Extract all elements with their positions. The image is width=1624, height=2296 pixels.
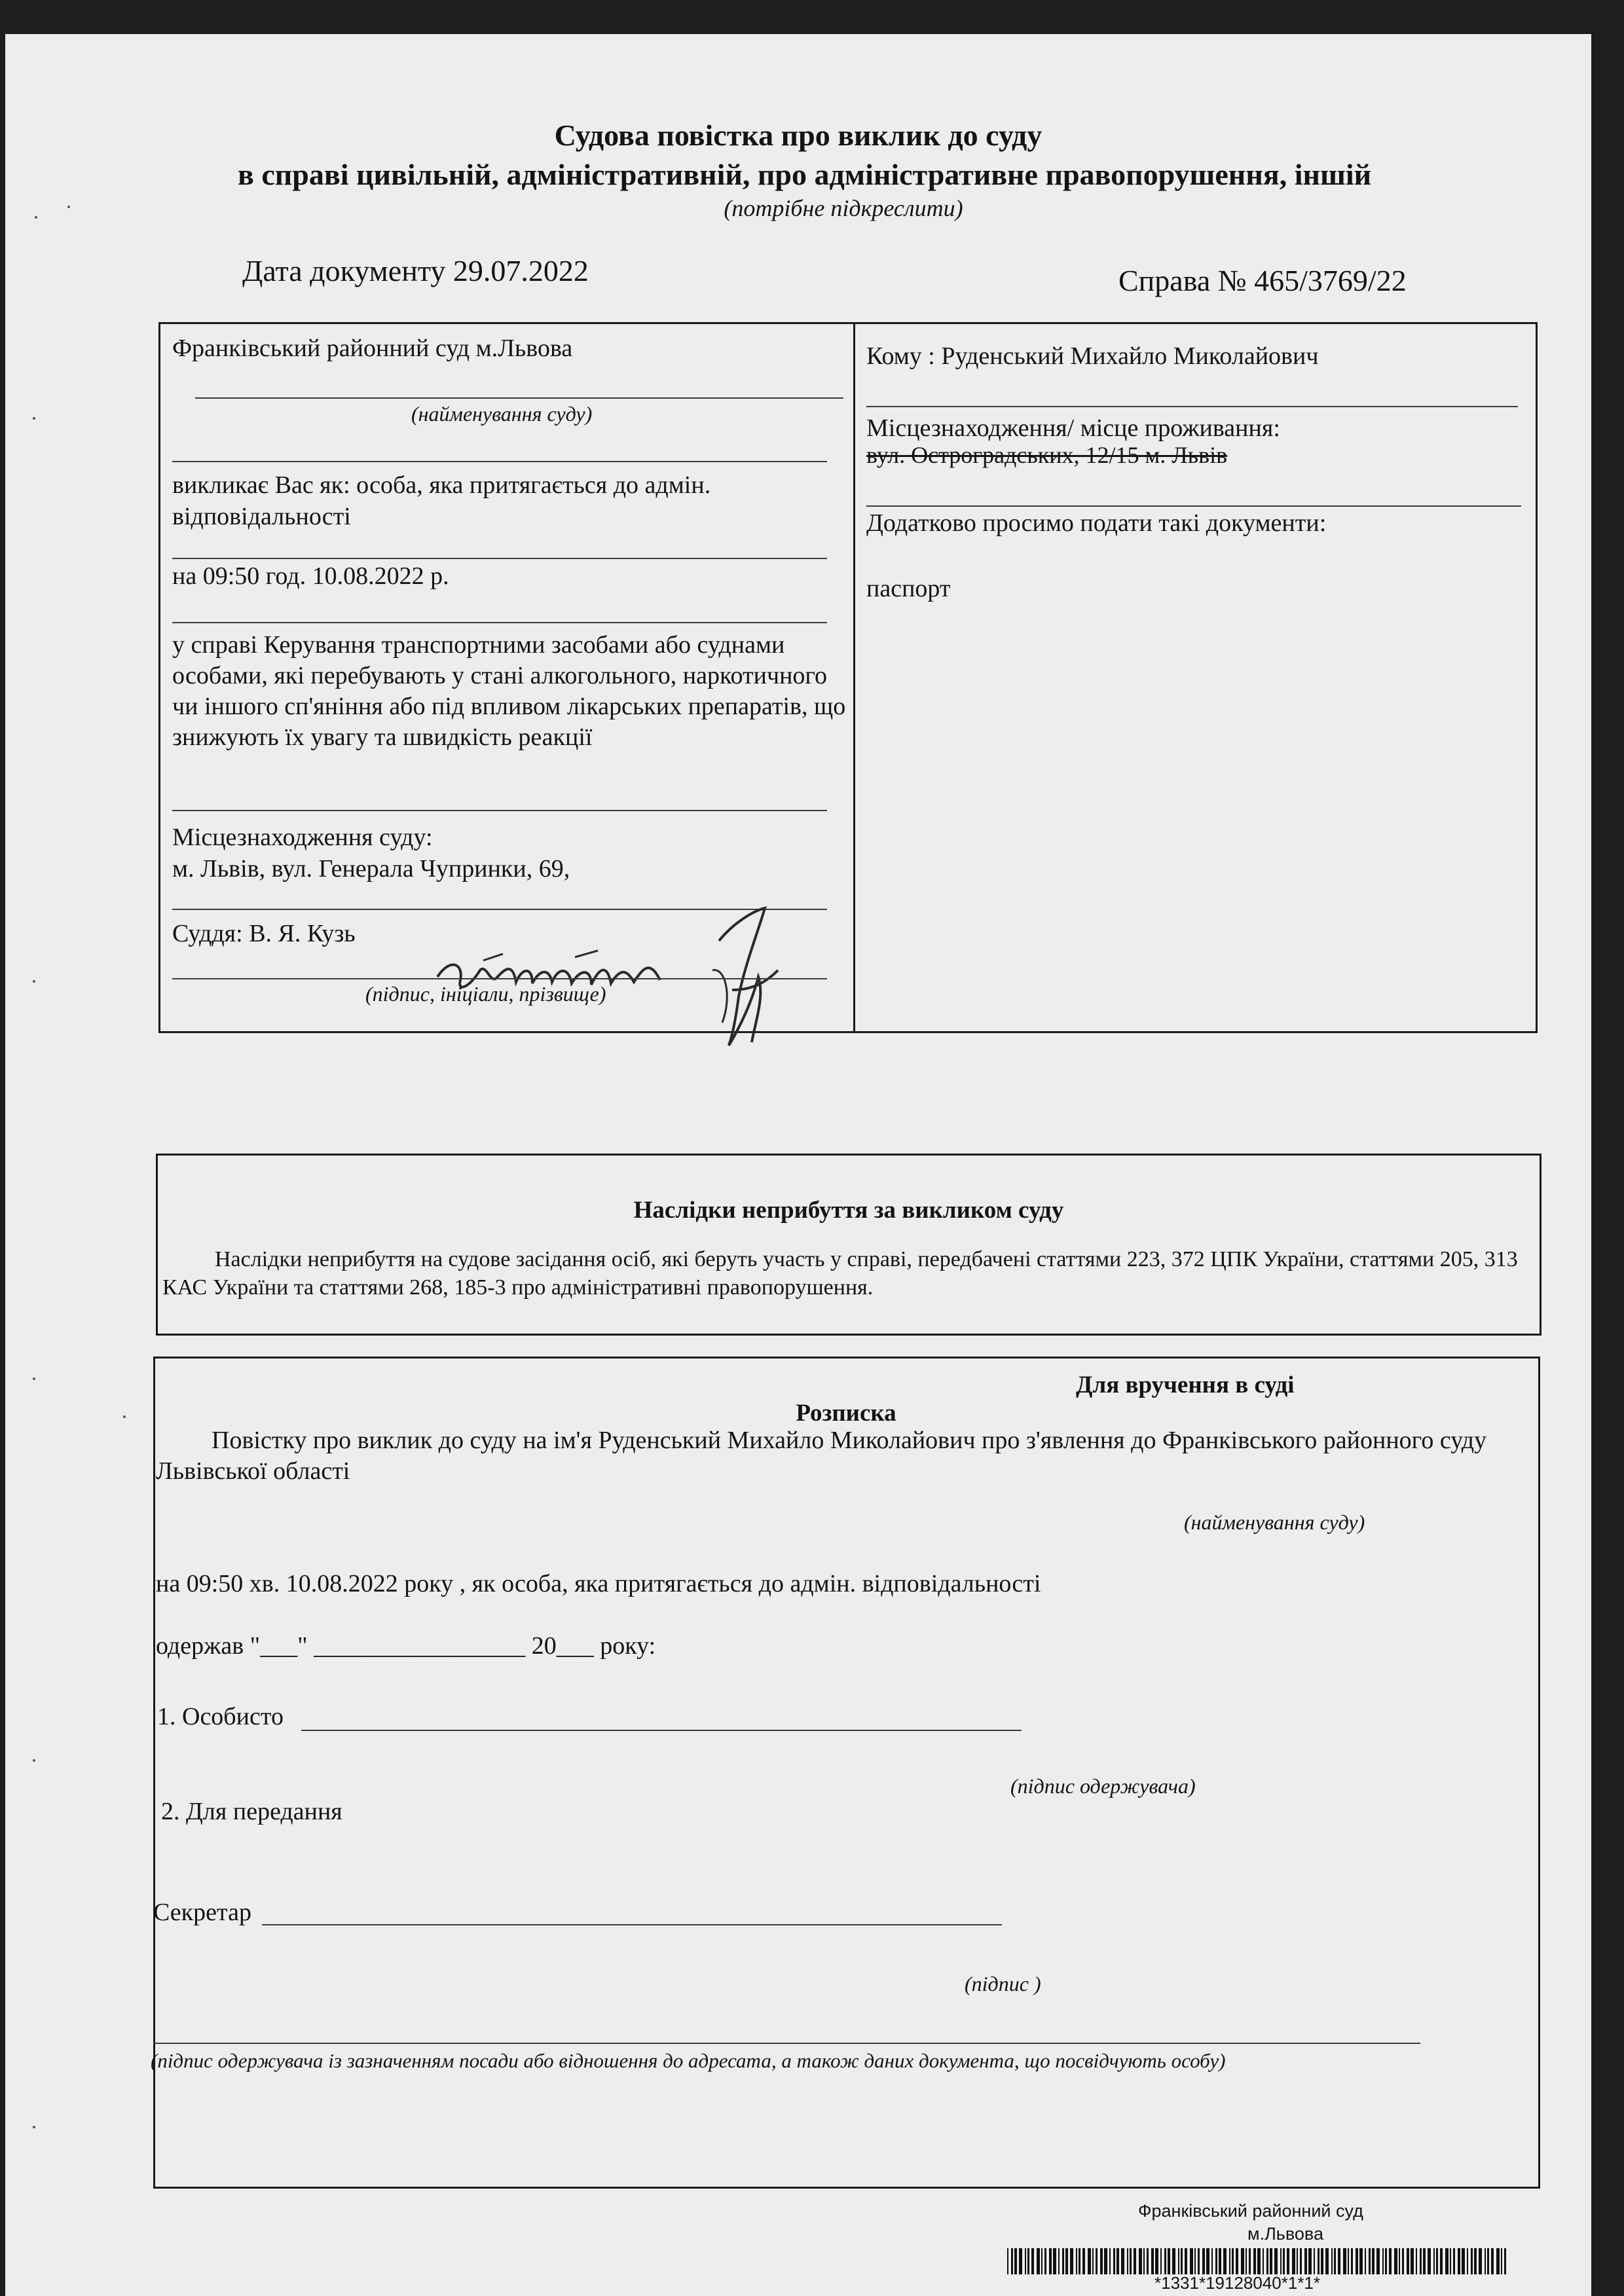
- documents-label: Додатково просимо подати такі документи:: [866, 509, 1327, 537]
- barcode-bar: [1116, 2248, 1119, 2274]
- secretary-signature-line: [262, 1924, 1002, 1925]
- court-name: Франківський районний суд м.Львова: [172, 335, 573, 362]
- court-name-caption: (найменування суду): [411, 402, 593, 426]
- barcode-bar: [1062, 2248, 1064, 2274]
- barcode-bar: [1019, 2248, 1022, 2274]
- court-name-line: [195, 397, 843, 399]
- scan-speck: [33, 1377, 35, 1380]
- barcode-bar: [1376, 2248, 1380, 2274]
- barcode-bar: [1151, 2248, 1154, 2274]
- barcode-bar: [1389, 2248, 1392, 2274]
- barcode-bar: [1394, 2248, 1397, 2274]
- barcode-bar: [1223, 2248, 1227, 2274]
- barcode-bar: [1076, 2248, 1077, 2274]
- barcode-bar: [1266, 2248, 1268, 2274]
- barcode-bar: [1365, 2248, 1366, 2274]
- barcode-bar: [1178, 2248, 1179, 2274]
- scan-speck: [33, 1759, 35, 1762]
- residence-label: Місцезнаходження/ місце проживання:: [866, 414, 1280, 442]
- consequences-box: [156, 1154, 1541, 1336]
- judge-name: Суддя: В. Я. Кузь: [172, 920, 356, 947]
- barcode-bar: [1263, 2248, 1264, 2274]
- barcode-bar: [1053, 2248, 1056, 2274]
- barcode-bar: [1308, 2248, 1312, 2274]
- barcode-bar: [1168, 2248, 1170, 2274]
- barcode-bar: [1300, 2248, 1302, 2274]
- barcode-bar: [1385, 2248, 1387, 2274]
- barcode-bar: [1198, 2248, 1200, 2274]
- barcode-bar: [1450, 2248, 1451, 2274]
- court-stamp-line2: м.Львова: [1247, 2224, 1323, 2244]
- court-location: м. Львів, вул. Генерала Чупринки, 69,: [172, 855, 570, 883]
- barcode-bar: [1185, 2248, 1187, 2274]
- barcode-bar: [1257, 2248, 1261, 2274]
- barcode-bar: [1318, 2248, 1320, 2274]
- barcode-bar: [1331, 2248, 1333, 2274]
- barcode-bar: [1104, 2248, 1107, 2274]
- barcode-bar: [1100, 2248, 1103, 2274]
- barcode-bar: [1164, 2248, 1166, 2274]
- bottom-signature-caption: (підпис одержувача із зазначенням посади або відношення до адресата, а також даних документа, що посвідчують особу): [151, 2049, 1226, 2072]
- divider-line: [172, 622, 827, 623]
- barcode-bar: [1325, 2248, 1329, 2274]
- documents-list: паспорт: [866, 575, 951, 602]
- hearing-time: на 09:50 год. 10.08.2022 р.: [172, 562, 449, 590]
- barcode-bar: [1236, 2248, 1238, 2274]
- barcode-bar: [1428, 2248, 1431, 2274]
- barcode-bar: [1027, 2248, 1029, 2274]
- barcode-bar: [1211, 2248, 1213, 2274]
- barcode-bar: [1453, 2248, 1455, 2274]
- barcode-bar: [1274, 2248, 1278, 2274]
- barcode-bar: [1092, 2248, 1094, 2274]
- barcode-bar: [1283, 2248, 1285, 2274]
- barcode-bar: [1287, 2248, 1289, 2274]
- receipt-court-caption: (найменування суду): [1184, 1510, 1365, 1534]
- barcode-bar: [1232, 2248, 1234, 2274]
- barcode-text: *1331*19128040*1*1*: [1154, 2273, 1321, 2293]
- case-description: у справі Керування транспортними засобами або суднами особами, які перебувають у стані алкогольного, наркотичного чи іншого сп'яніння або під впливом лікарських препаратів, що знижують їх увагу та швидкість реакції: [172, 631, 846, 751]
- barcode-bar: [1440, 2248, 1443, 2274]
- barcode-bar: [1496, 2248, 1500, 2274]
- barcode-bar: [1044, 2248, 1046, 2274]
- barcode-bar: [1070, 2248, 1073, 2274]
- barcode-bar: [1407, 2248, 1409, 2274]
- column-divider: [853, 322, 855, 1031]
- barcode-bar: [1082, 2248, 1085, 2274]
- barcode-bar: [1338, 2248, 1340, 2274]
- document-date: Дата документу 29.07.2022: [242, 254, 589, 287]
- barcode-bar: [1096, 2248, 1098, 2274]
- receipt-time-line: на 09:50 хв. 10.08.2022 року , як особа, яка притягається до адмін. відповідальності: [156, 1570, 1041, 1597]
- barcode-bar: [1134, 2248, 1136, 2274]
- barcode-bar: [1402, 2248, 1404, 2274]
- receipt-received-line: одержав "___" _________________ 20___ року:: [156, 1632, 656, 1660]
- barcode-bar: [1249, 2248, 1251, 2274]
- barcode-bar: [1007, 2248, 1008, 2274]
- scan-speck: [123, 1415, 126, 1418]
- barcode-bar: [1467, 2248, 1468, 2274]
- personally-signature-line: [301, 1730, 1022, 1731]
- barcode-bar: [1321, 2248, 1323, 2274]
- barcode-bar: [1474, 2248, 1477, 2274]
- barcode-bar: [1382, 2248, 1384, 2274]
- barcode-bar: [1423, 2248, 1426, 2274]
- document-subtitle: в справі цивільній, адміністративній, про адміністративне правопорушення, іншій: [238, 158, 1372, 191]
- barcode-bar: [1471, 2248, 1473, 2274]
- signature-caption: (підпис, ініціали, прізвище): [365, 982, 606, 1006]
- recipient-signature-caption: (підпис одержувача): [1010, 1774, 1196, 1798]
- divider-line: [866, 505, 1521, 507]
- barcode-bar: [1181, 2248, 1183, 2274]
- barcode-bar: [1109, 2248, 1111, 2274]
- barcode-bar: [1462, 2248, 1465, 2274]
- consequences-title: Наслідки неприбуття за викликом суду: [633, 1197, 1064, 1224]
- scan-speck: [67, 206, 70, 208]
- receipt-text: Повістку про виклик до суду на ім'я Руденський Михайло Миколайович про з'явлення до Франківського районного суду Львівської області: [156, 1427, 1487, 1485]
- barcode-bar: [1147, 2248, 1149, 2274]
- divider-line: [866, 406, 1518, 407]
- transfer-label: 2. Для передання: [161, 1798, 342, 1825]
- barcode-bar: [1343, 2248, 1346, 2274]
- barcode-bar: [1280, 2248, 1282, 2274]
- barcode-bar: [1504, 2248, 1506, 2274]
- barcode-bar: [1458, 2248, 1460, 2274]
- barcode-bar: [1113, 2248, 1115, 2274]
- barcode-bar: [1485, 2248, 1486, 2274]
- barcode-bar: [1479, 2248, 1482, 2274]
- barcode-bar: [1416, 2248, 1417, 2274]
- recipient-name: Кому : Руденський Михайло Миколайович: [866, 342, 1319, 370]
- barcode-bar: [1037, 2248, 1040, 2274]
- receipt-title: Розписка: [796, 1400, 896, 1427]
- judge-signature-icon: [424, 905, 837, 1055]
- scan-speck: [33, 417, 35, 420]
- barcode-bar: [1314, 2248, 1315, 2274]
- summons-role: викликає Вас як: особа, яка притягається до адмін. відповідальності: [172, 471, 711, 530]
- secretary-label: Секретар: [153, 1899, 251, 1926]
- barcode-bar: [1297, 2248, 1298, 2274]
- barcode-bar: [1491, 2248, 1494, 2274]
- barcode-bar: [1194, 2248, 1196, 2274]
- barcode-bar: [1121, 2248, 1124, 2274]
- divider-line: [172, 810, 827, 811]
- barcode-bar: [1411, 2248, 1414, 2274]
- scan-speck: [33, 980, 35, 983]
- barcode-bar: [1079, 2248, 1080, 2274]
- barcode-bar: [1143, 2248, 1145, 2274]
- barcode-bar: [1049, 2248, 1052, 2274]
- barcode-bar: [1270, 2248, 1272, 2274]
- barcode-bar: [1130, 2248, 1132, 2274]
- barcode-bar: [1041, 2248, 1043, 2274]
- barcode-bar: [1206, 2248, 1209, 2274]
- secretary-signature-caption: (підпис ): [965, 1972, 1041, 1995]
- barcode-bar: [1058, 2248, 1060, 2274]
- for-court-label: Для вручення в суді: [1076, 1372, 1295, 1398]
- barcode-bar: [1031, 2248, 1034, 2274]
- barcode-bar: [1445, 2248, 1449, 2274]
- barcode-bar: [1127, 2248, 1128, 2274]
- underline-note: (потрібне підкреслити): [724, 195, 963, 221]
- barcode-bar: [1372, 2248, 1375, 2274]
- barcode-bar: [1160, 2248, 1162, 2274]
- document-title: Судова повістка про виклик до суду: [554, 118, 1043, 152]
- barcode-bar: [1215, 2248, 1217, 2274]
- bottom-signature-line: [153, 2043, 1420, 2044]
- barcode-bar: [1369, 2248, 1371, 2274]
- barcode-bar: [1229, 2248, 1230, 2274]
- barcode-bar: [1399, 2248, 1400, 2274]
- barcode-icon: [1007, 2248, 1505, 2274]
- barcode-bar: [1436, 2248, 1438, 2274]
- barcode-bar: [1172, 2248, 1175, 2274]
- barcode-bar: [1139, 2248, 1142, 2274]
- divider-line: [172, 461, 827, 462]
- barcode-bar: [1501, 2248, 1502, 2274]
- scan-speck: [33, 2126, 35, 2128]
- barcode-bar: [1219, 2248, 1221, 2274]
- barcode-bar: [1433, 2248, 1435, 2274]
- barcode-bar: [1246, 2248, 1247, 2274]
- divider-line: [172, 978, 827, 979]
- barcode-bar: [1025, 2248, 1026, 2274]
- summons-sheet: [5, 34, 1591, 2296]
- court-stamp-line1: Франківський районний суд: [1138, 2201, 1363, 2221]
- barcode-bar: [1011, 2248, 1013, 2274]
- barcode-bar: [1292, 2248, 1295, 2274]
- barcode-bar: [1304, 2248, 1307, 2274]
- barcode-bar: [1190, 2248, 1193, 2274]
- barcode-bar: [1348, 2248, 1349, 2274]
- scan-speck: [35, 216, 37, 219]
- barcode-bar: [1420, 2248, 1422, 2274]
- personally-label: 1. Особисто: [157, 1703, 284, 1730]
- divider-line: [172, 558, 827, 559]
- case-number: Справа № 465/3769/22: [1118, 264, 1407, 297]
- barcode-bar: [1241, 2248, 1244, 2274]
- residence-address: вул. Остроградських, 12/15 м. Львів: [866, 442, 1228, 468]
- barcode-bar: [1014, 2248, 1017, 2274]
- barcode-bar: [1065, 2248, 1068, 2274]
- barcode-bar: [1356, 2248, 1358, 2274]
- barcode-bar: [1351, 2248, 1353, 2274]
- barcode-bar: [1334, 2248, 1336, 2274]
- barcode-bar: [1202, 2248, 1205, 2274]
- court-location-label: Місцезнаходження суду:: [172, 824, 433, 851]
- consequences-text: Наслідки неприбуття на судове засідання осіб, які беруть участь у справі, передбачені статтями 223, 372 ЦПК України, статтями 205, 313 КАС України та статтями 268, 185-3 про адміністративні правопорушення.: [162, 1247, 1518, 1300]
- barcode-bar: [1253, 2248, 1256, 2274]
- barcode-bar: [1487, 2248, 1489, 2274]
- barcode-bar: [1155, 2248, 1158, 2274]
- barcode-bar: [1359, 2248, 1363, 2274]
- barcode-bar: [1088, 2248, 1091, 2274]
